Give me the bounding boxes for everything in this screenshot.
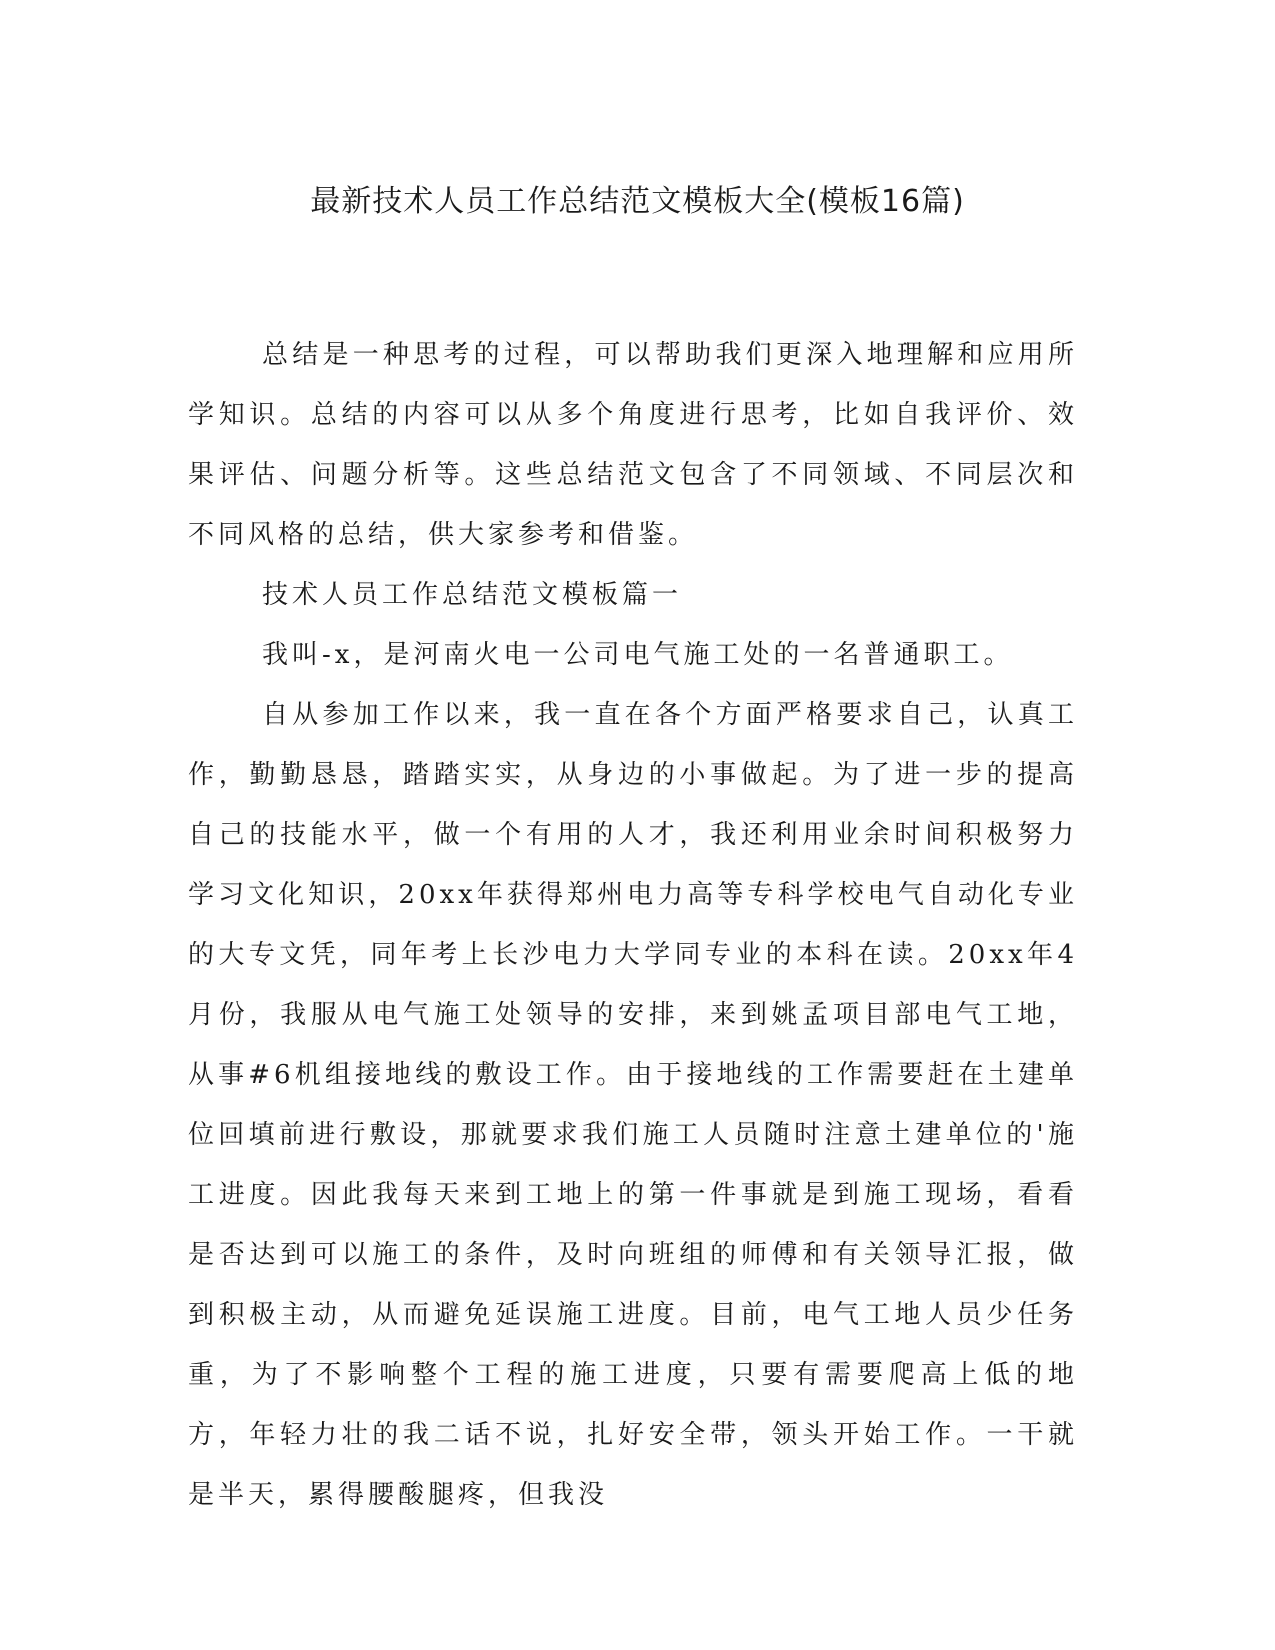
- work-summary-paragraph: 自从参加工作以来，我一直在各个方面严格要求自己，认真工作，勤勤恳恳，踏踏实实，从身边的小事做起。为了进一步的提高自己的技能水平，做一个有用的人才，我还利用业余时间积极努力学习文化知识，20xx年获得郑州电力高等专科学校电气自动化专业的大专文凭，同年考上长沙电力大学同专业的本科在读。20xx年4月份，我服从电气施工处领导的安排，来到姚孟项目部电气工地，从事#6机组接地线的敷设工作。由于接地线的工作需要赶在土建单位回填前进行敷设，那就要求我们施工人员随时注意土建单位的'施工进度。因此我每天来到工地上的第一件事就是到施工现场，看看是否达到可以施工的条件，及时向班组的师傅和有关领导汇报，做到积极主动，从而避免延误施工进度。目前，电气工地人员少任务重，为了不影响整个工程的施工进度，只要有需要爬高上低的地方，年轻力壮的我二话不说，扎好安全带，领头开始工作。一干就是半天，累得腰酸腿疼，但我没: [188, 700, 1078, 1510]
- document-body: [188, 325, 1078, 1525]
- intro-paragraph: 总结是一种思考的过程，可以帮助我们更深入地理解和应用所学知识。总结的内容可以从多个角度进行思考，比如自我评价、效果评估、问题分析等。这些总结范文包含了不同领域、不同层次和不同风格的总结，供大家参考和借鉴。: [188, 340, 1078, 550]
- section-heading: 技术人员工作总结范文模板篇一: [262, 580, 683, 610]
- author-intro-paragraph: 我叫-x，是河南火电一公司电气施工处的一名普通职工。: [262, 640, 1014, 670]
- document-title: 最新技术人员工作总结范文模板大全(模板16篇): [310, 184, 965, 219]
